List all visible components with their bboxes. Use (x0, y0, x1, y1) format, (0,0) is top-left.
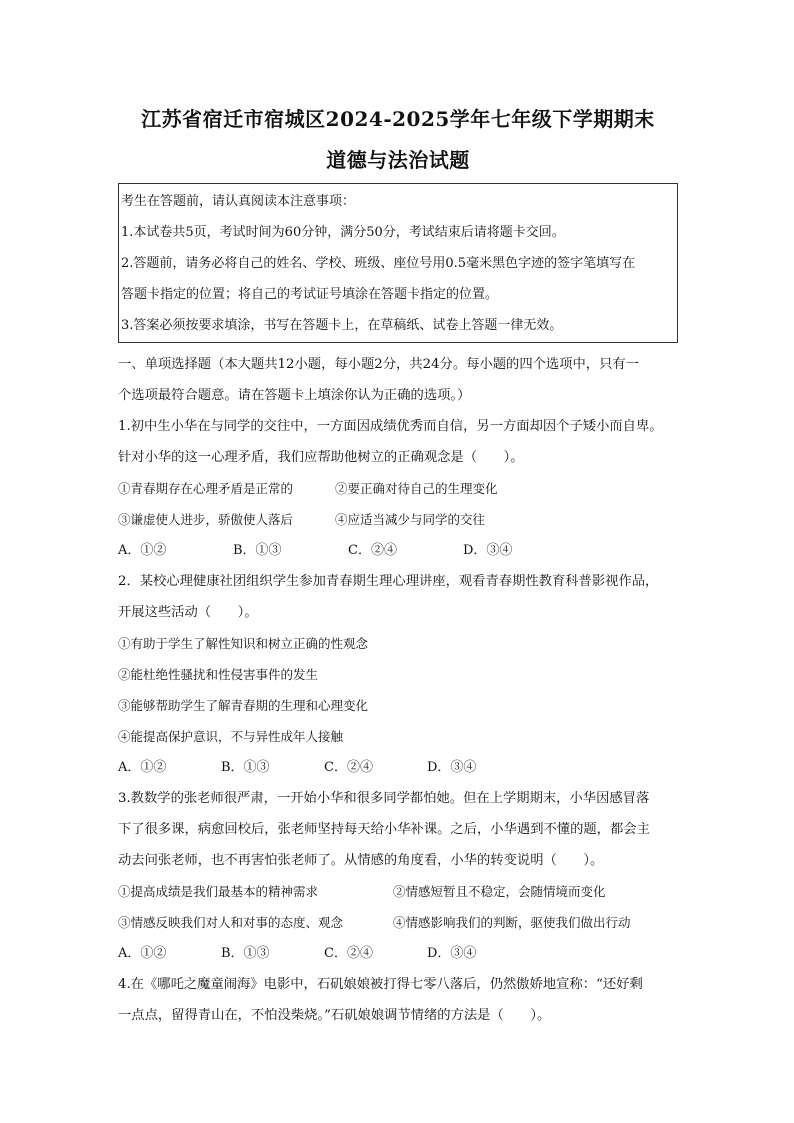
choice-a: A．①② (118, 543, 167, 558)
choice-c: C．②④ (348, 543, 397, 558)
notice-line: 考生在答题前，请认真阅读本注意事项： (121, 194, 356, 209)
statement: ①有助于学生了解性知识和树立正确的性观念 (118, 636, 369, 651)
choice-b: B．①③ (233, 543, 282, 558)
statement-row (118, 504, 678, 535)
question-stem: 一点点，留得青山在，不怕没柴烧。”石矶娘娘调节情绪的方法是（ ）。 (118, 1008, 551, 1023)
statement: ②能杜绝性骚扰和性侵害事件的发生 (118, 667, 319, 682)
choice-d: D．③④ (463, 543, 513, 558)
question-2 (118, 566, 678, 783)
statement: ④能提高保护意识，不与异性成年人接触 (118, 729, 344, 744)
choice-c: C．②④ (324, 946, 373, 961)
statement: ①青春期存在心理矛盾是正常的 (118, 481, 294, 496)
statement-row (118, 876, 678, 907)
question-stem: 3.教数学的张老师很严肃，一开始小华和很多同学都怕她。但在上学期期末，小华因感冒落 (118, 791, 650, 806)
statement: ①提高成绩是我们最基本的精神需求 (118, 884, 319, 899)
exam-title-line1: 江苏省宿迁市宿城区2024-2025学年七年级下学期期末 (141, 107, 655, 131)
question-stem: 开展这些活动（ ）。 (118, 605, 258, 620)
question-stem: 下了很多课，病愈回校后，张老师坚持每天给小华补课。之后，小华遇到不懂的题，都会主 (118, 822, 650, 837)
choice-b: B．①③ (221, 760, 270, 775)
section-heading: 一、单项选择题（本大题共12小题，每小题2分，共24分。每小题的四个选项中，只有一 (118, 357, 639, 372)
notice-box (118, 183, 678, 343)
statement: ④应适当减少与同学的交往 (335, 512, 486, 527)
question-stem: 1.初中生小华在与同学的交往中，一方面因成绩优秀而自信，另一方面却因个子矮小而自卑。 (118, 419, 663, 434)
question-3 (118, 783, 678, 969)
notice-line: 3.答案必须按要求填涂，书写在答题卡上，在草稿纸、试卷上答题一律无效。 (121, 318, 563, 333)
choice-d: D．③④ (427, 760, 477, 775)
question-stem: 动去问张老师，也不再害怕张老师了。从情感的角度看，小华的转变说明（ ）。 (118, 853, 604, 868)
question-stem: 针对小华的这一心理矛盾，我们应帮助他树立的正确观念是（ ）。 (118, 450, 524, 465)
statement: ③能够帮助学生了解青春期的生理和心理变化 (118, 698, 369, 713)
section-heading: 个选项最符合题意。请在答题卡上填涂你认为正确的选项。） (118, 388, 471, 403)
notice-line: 答题卡指定的位置；将自己的考试证号填涂在答题卡指定的位置。 (121, 287, 499, 302)
statement: ④情感影响我们的判断，驱使我们做出行动 (393, 915, 631, 930)
choice-a: A．①② (118, 946, 167, 961)
choice-b: B．①③ (221, 946, 270, 961)
statement: ②要正确对待自己的生理变化 (335, 481, 498, 496)
exam-title-line2: 道德与法治试题 (326, 148, 470, 172)
question-1 (118, 411, 678, 566)
exam-page (118, 98, 678, 1031)
answer-choices (118, 535, 678, 566)
answer-choices (118, 938, 678, 969)
statement: ③谦虚使人进步，骄傲使人落后 (118, 512, 294, 527)
answer-choices (118, 752, 678, 783)
notice-line: 1.本试卷共5页，考试时间为60分钟，满分50分，考试结束后请将题卡交回。 (121, 225, 565, 240)
question-stem: 4.在《哪吒之魔童闹海》电影中，石矶娘娘被打得七零八落后，仍然傲娇地宣称：“还好剩 (118, 977, 643, 992)
notice-line: 2.答题前，请务必将自己的姓名、学校、班级、座位号用0.5毫米黑色字迹的签字笔填写在 (121, 256, 636, 271)
choice-d: D．③④ (427, 946, 477, 961)
statement: ②情感短暂且不稳定，会随情境而变化 (393, 884, 606, 899)
statement: ③情感反映我们对人和对事的态度、观念 (118, 915, 344, 930)
question-4 (118, 969, 678, 1031)
question-stem: 2．某校心理健康社团组织学生参加青春期生理心理讲座，观看青春期性教育科普影视作品， (118, 574, 659, 589)
statement-row (118, 473, 678, 504)
choice-c: C．②④ (324, 760, 373, 775)
choice-a: A．①② (118, 760, 167, 775)
statement-row (118, 907, 678, 938)
